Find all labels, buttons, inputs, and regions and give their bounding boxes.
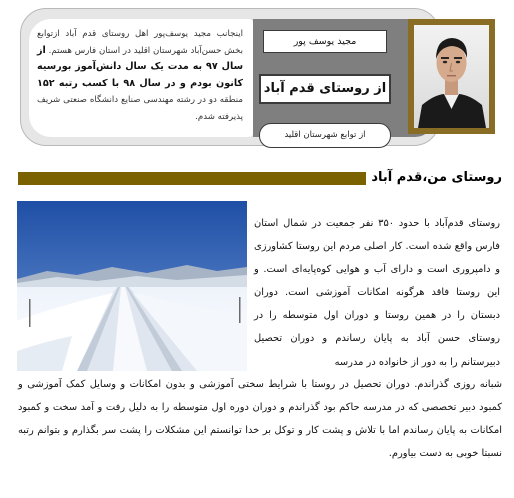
- profile-card: [20, 8, 440, 146]
- snow-road-image: [17, 201, 247, 371]
- bio-intro: اینجانب مجید یوسف‌پور اهل روستای قدم آباد ازتوابع بخش حسن‌آباد شهرستان اقلید در استان فارس هستم.: [37, 29, 243, 56]
- profile-county: از توابع شهرستان اقلید: [259, 123, 391, 148]
- article-paragraph-top: روستای قدم‌آباد با حدود ۳۵۰ نفر جمعیت در شمال استان فارس واقع شده است. کار اصلی مردم این روستا کشاورزی و دامپروری است و دارای آب و هوایی کوه‌پایه‌ای است. و این روستا فاقد هرگونه امکانات آموزشی است. دوران دبستان را در همین روستا و دوران اول متوسطه را در روستای حسن آباد به پایان رساندم و دوران تحصیل دبیرستانم را به دور از خانواده در مدرسه: [254, 218, 500, 368]
- bio-highlight: از سال ۹۷ به مدت یک سال دانش‌آموز بورسیه کانون بودم و در سال ۹۸ با کسب رتبه ۱۵۲: [37, 44, 244, 89]
- profile-village: از روستای قدم آباد: [259, 74, 391, 104]
- portrait-photo: [414, 25, 489, 128]
- bio-text-box: [29, 19, 253, 137]
- article-paragraph-bottom: شبانه روزی گذراندم. دوران تحصیل در روستا با شرایط سختی آموزشی و بدون امکانات و وسایل کمک آموزشی و کمبود دبیر تخصصی که در مدرسه حاکم بود گذراندم و دوران دوره اول متوسطه را به دلیل رفت و آمد سخت و کمبود امکانات به پایان رساندم اما با تلاش و پشت کار و توکل بر خدا توانستم این مشکلات را پشت سر بگذارم و بتوانم رتبه نسبتا خوبی به دست بیاورم.: [18, 379, 502, 460]
- section-title-bar: [18, 172, 366, 185]
- section-title: روستای من،قدم آباد: [371, 170, 502, 185]
- bio-outro: منطقه دو در رشته مهندسی صنایع دانشگاه صنعتی شریف پذیرفته شدم.: [37, 95, 243, 122]
- portrait-frame: [408, 19, 495, 134]
- village-road-photo: [17, 201, 247, 371]
- profile-name: مجید یوسف پور: [263, 30, 387, 53]
